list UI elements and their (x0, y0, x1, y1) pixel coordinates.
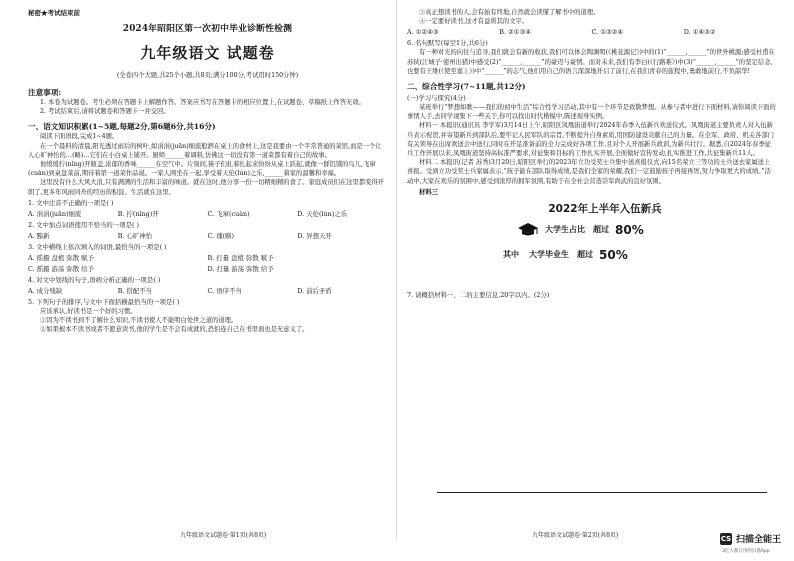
question-4-options (28, 287, 387, 296)
question-3-options-ab (28, 254, 387, 263)
q5-line: ④一定要好读书,这才有益将其的文字。 (419, 18, 529, 26)
option-b: B. 搭配不当 (117, 286, 153, 295)
activity-intro: 某班举行“梦想如歌——我们的初中生活”综合性学习活动,其中有一个环节是致敬梦想。从参与者中进行下面材料,请你阅读下面的事情人手,去同学现集下一些关于,你可以找出时代楷模中,陈述现身实例。 (407, 104, 776, 121)
question-5-options (407, 28, 776, 37)
note-item: 1. 本卷为试题卷。考生必须在答题卡上解题作答。答案应书写在答题卡的相应位置上,在试题卷、草稿纸上作答无效。 (40, 99, 365, 106)
stat-row-1 (517, 222, 707, 238)
stat-row-2 (503, 248, 707, 262)
option-c: C. 瑰(略) (207, 231, 234, 240)
exam-title: 2024年昭阳区第一次初中毕业诊断性检测 (122, 24, 293, 34)
question-4: 4. 对文中划线的句子,语病分析正确的一项是( ) (28, 275, 161, 284)
q5-line: ②如果根本不读书或者不愿意读书,他的学生是不会有成就的,恐怕连自己在书里面也是无意义了。 (40, 326, 309, 334)
option-d: D. 打量 游荡 弥散 给予 (207, 264, 274, 273)
section-heading-1: 一、语文知识积累(1~5题,每题2分,第6题6分,共16分) (28, 122, 216, 132)
question-1: 1. 文中注音不正确的一项是( ) (28, 198, 114, 207)
cs-logo-icon: CS (720, 534, 732, 543)
option-b: B. ②①③④ (499, 28, 531, 37)
question-3-options-cd (28, 265, 387, 274)
stat-1-prefix: 超过 (593, 225, 609, 235)
material-2: 材料二 本报讯(记者 苏秀)3月20日,昭阳区举行的2023年立功受奖士兵集中送喜报仪式,向15名荣立三等功的士兵送去家属送上喜报。受到立功受奖士兵家属表示,“孩子能在部队取得成绩,是我们全家的荣耀,我们一定鼓励孩子再接再厉,努力争取更大的成绩。”活动中,大家在欢乐的氛围中,感受到浓厚的拥军氛围,有助于在全社会营造崇军尚武的良好氛围。 (407, 159, 771, 185)
passage-intro: 阅读下面语段,完成1~4题。 (40, 133, 119, 141)
section-heading-2: 二、综合性学习(7~11题,共12分) (407, 82, 526, 92)
stat-2-pre: 超过 (577, 250, 593, 260)
option-a: A. 涓涓(juān)细流 (28, 209, 82, 218)
page-footer: 九年级语文试题卷·第2页(共8页) (532, 532, 619, 539)
exam-page-2 (397, 0, 794, 561)
question-7: 7. 请概括材料一、二的主要信息,20字以内。(2分) (407, 290, 550, 299)
watermark-subtitle: 3亿人都在用的扫描App (722, 549, 770, 554)
option-d: D. ①④③② (683, 28, 716, 37)
subsection-heading: (一)学习与探究(4分) (407, 94, 466, 103)
page-footer: 九年级语文试题卷·第1页(共8页) (180, 532, 267, 539)
stat-2-value: 50% (599, 247, 628, 262)
option-b: B. 心旷神怡 (117, 231, 153, 240)
option-b: B. 打量 盘植 弥散 赋予 (207, 253, 274, 262)
question-6: 6. 名句默写(每空1分,共6分) (407, 39, 488, 48)
notes-heading: 注意事项: (28, 88, 62, 97)
graduation-cap-icon (517, 222, 539, 238)
paper-subtitle: (全卷四个大题,共25个小题,共8页;满分100分,考试用时150分钟) (116, 72, 299, 79)
option-c: C. 摇摄 游荡 弥散 给予 (28, 264, 94, 273)
answer-line (437, 492, 767, 493)
material-1: 材料一 本报讯(通讯员 李学军)3月14日上午,昭阳区凤凰街道举行2024年春季入伍新兵欢送仪式。凤凰街道主要负责人对入伍新兵表示祝贺,并寄望新兵到部队后,要牢记人民军队的宗旨,不断提升自身素质,用国防建设贡献自己的力量。在全军、政府、机关各部门有关领导在出席欢送会中送行,同时在开足准备前的全力完成好各项工作,且对个人开展新兵政训,为新兵壮行。据悉,自2024年春季征兵工作开展以来,凤凰街道坚持高标准严要求,对征集和目标的工作扎实开展,全面做好宣传发动,扎实推进工作,共征集新兵11人。 (407, 122, 774, 158)
recruit-infographic (503, 201, 707, 287)
question-6-text: 有一种对光的向往与追寻,我们就会有新的收获,我们可以体会陶渊明(《桃花源记》)中的(1)“______,______”的世外桃源;感受杜甫在苏轼(江城子·密州出猎)中感受(2)“______,______”的豪迈与豪情。而对未来,我们有李白(《行路难》)中(3)“______,______”的坚定信念,也要有王维(《使至塞上》)中“______”的志气,他们用自己的语言深深地开启了前行,在我们青春的旅程中,勇敢地前行,不负韶华! (407, 49, 775, 75)
question-3: 3. 文中横线上依次填入的词语,最恰当的一项是( ) (28, 242, 167, 251)
q5-line: ③真正想读书的人,会有始有终地,自然就会读懂了解书中的道理。 (419, 9, 600, 16)
question-2-options (28, 232, 387, 241)
q5-line: 应该承认,好读书是一个好的习惯。 (40, 307, 137, 315)
q5-line: ①因为不读书到不了解什么知识,不读书使人不能明白处世之道的道理。 (40, 317, 238, 325)
option-c: C. ①③②④ (591, 28, 624, 37)
option-b: B. 拧(nǐng)开 (117, 209, 159, 218)
stat-2-label: 大学毕业生 (529, 250, 569, 260)
passage-paragraph: 这里没有什么大风大浪,只有满满的生活和丰富的味道。就在这时,他分享一份一切精细精的食了。家庭成员们在这里都变得开朗了,更多年风雨同舟的经历的积淀。生活就在这里。 (28, 179, 385, 196)
option-c: C. 飞窜(cuàn) (207, 209, 250, 218)
option-c: C. 语序不当 (207, 286, 242, 295)
option-d: D. 异想天开 (297, 231, 332, 240)
option-a: A. ①②④③ (407, 28, 439, 37)
option-d: D. 天伦(lún)之乐 (297, 209, 348, 218)
watermark-name: 扫描全能王 (736, 535, 782, 545)
question-5: 5. 下列句子的排序,与文中下面括横最恰当的一项是( ) (28, 297, 180, 306)
question-2: 2. 文中加点词语使用不恰当的一项是( ) (28, 220, 140, 229)
note-item: 2. 考试结束后,请将试题卷和答题卡一并交回。 (40, 108, 170, 116)
material-3-label: 材料三 (419, 187, 439, 196)
question-1-options (28, 210, 387, 219)
passage-paragraph: 在一个晨料的清晨,阳光透过雨后的树叶,如涓涓(juān)细流般洒在桌上的食材上,这是我要由一个平常普通的菜馆,而是一个让人心旷神怡的…(略)…它们在小白桌上铺开。厨师______着调料,仿佛这一切没有第一道菜都有着自己的故事。 (28, 142, 382, 159)
stat-2-prefix: 其中 (503, 250, 519, 260)
option-a: A. 摇摄 盘植 弥散 赋予 (28, 253, 94, 262)
secret-label: 秘密★考试结束前 (28, 9, 80, 17)
paper-title: 九年级语文 试题卷 (140, 44, 275, 62)
passage-paragraph: 他缓缓拧(nǐng)开瓶盖,浓郁的香味______在空气中。片刻间,筷子们扎着扎起来纷纷从桌上跃起,就像一群饥饿的鸟儿,飞窜(cuàn)到桌盘菜前,期待着第一道菜作品诞。一家人围坐在一起,享受着天伦(lún)之乐,______着家的温馨和幸福。 (28, 161, 376, 178)
option-d: D. 前后矛盾 (297, 286, 332, 295)
scanner-watermark (720, 532, 781, 545)
option-a: A. 黯新 (28, 231, 50, 240)
infographic-title: 2022年上半年入伍新兵 (548, 202, 662, 215)
option-a: A. 成分残缺 (28, 286, 63, 295)
stat-1-label: 大学生占比 (545, 225, 585, 235)
stat-1-value: 80% (615, 222, 644, 237)
